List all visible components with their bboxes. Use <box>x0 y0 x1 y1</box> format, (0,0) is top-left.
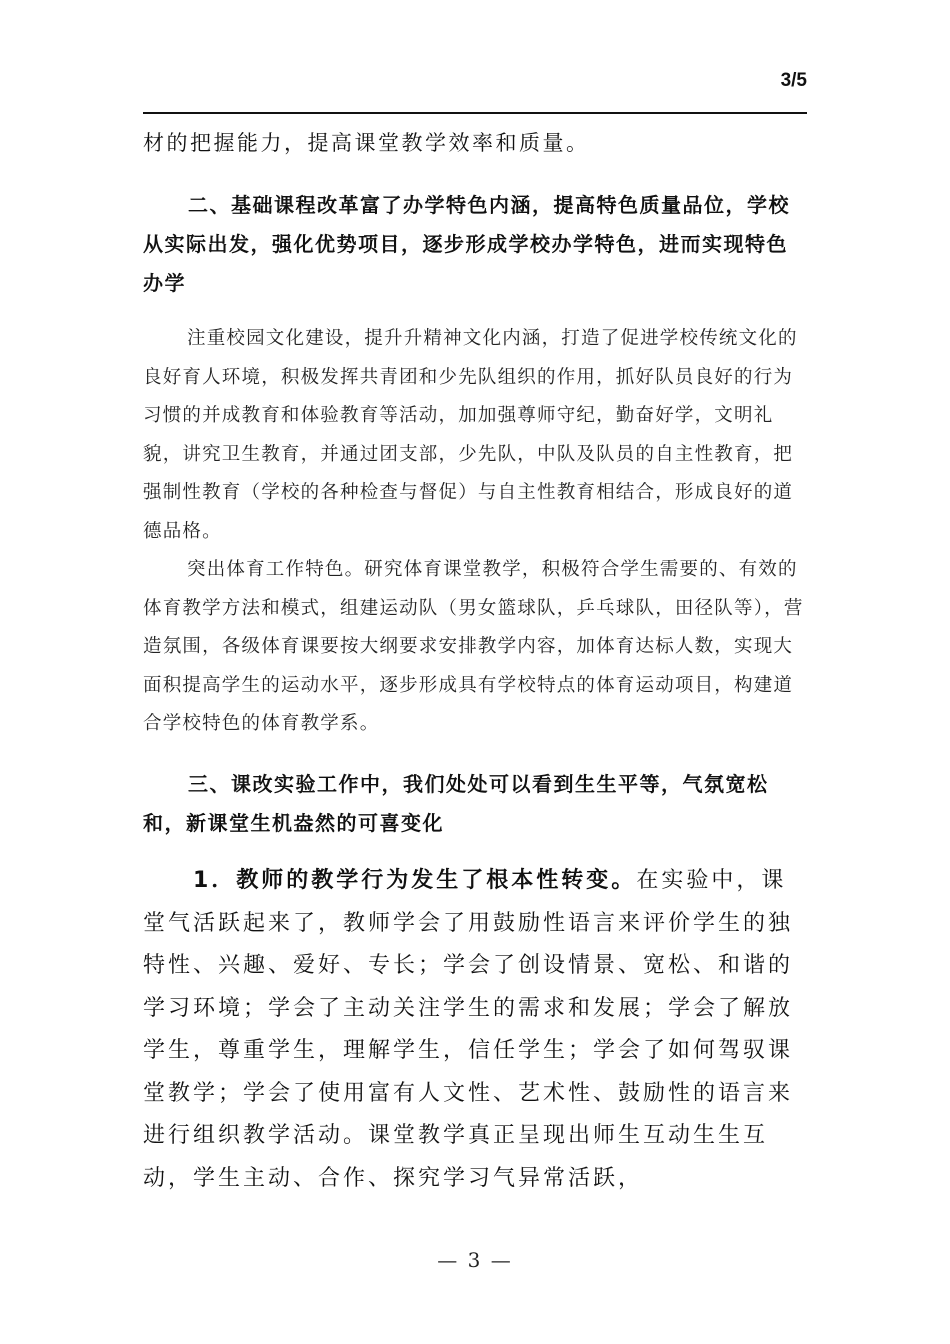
paragraph-continued: 材的把握能力，提高课堂教学效率和质量。 <box>143 131 590 155</box>
section-heading-2: 二、基础课程改革富了办学特色内涵，提高特色质量品位，学校从实际出发，强化优势项目，逐步形成学校办学特色，进而实现特色办学 <box>143 193 790 295</box>
footer-page-number: — 3 — <box>437 1248 513 1272</box>
paragraph-body: 在实验中，课堂气活跃起来了，教师学会了用鼓励性语言来评价学生的独特性、兴趣、爱好、专长；学会了创设情景、宽松、和谐的学习环境；学会了主动关注学生的需求和发展；学会了解放学生，尊重学生，理解学生，信任学生；学会了如何驾驭课堂教学；学会了使用富有人文性、艺术性、鼓励性的语言来进行组织教学活动。课堂教学真正呈现出师生互动生生互动，学生主动、合作、探究学习气异常活跃， <box>143 868 794 1191</box>
paragraph-lead-bold: 1．教师的教学行为发生了根本性转变。 <box>193 868 637 893</box>
paragraph-campus-culture: 注重校园文化建设，提升升精神文化内涵，打造了促进学校传统文化的良好育人环境，积极发挥共青团和少先队组织的作用，抓好队员良好的行为习惯的并成教育和体验教育等活动，加加强尊师守纪，勤奋好学，文明礼貌，讲究卫生教育，并通过团支部，少先队，中队及队员的自主性教育，把强制性教育（学校的各种检查与督促）与自主性教育相结合，形成良好的道德品格。 <box>143 328 798 542</box>
header-rule <box>143 112 807 114</box>
paragraph-sports: 突出体育工作特色。研究体育课堂教学，积极符合学生需要的、有效的体育教学方法和模式，组建运动队（男女篮球队，乒乓球队，田径队等），营造氛围，各级体育课要按大纲要求安排教学内容，加体育达标人数，实现大面积提高学生的运动水平，逐步形成具有学校特点的体育运动项目，构建道合学校特色的体育教学系。 <box>143 559 804 734</box>
page-indicator: 3/5 <box>780 70 807 91</box>
paragraph-teacher-behavior <box>143 860 807 1200</box>
section-heading-3: 三、课改实验工作中，我们处处可以看到生生平等，气氛宽松和，新课堂生机盎然的可喜变化 <box>143 772 769 835</box>
